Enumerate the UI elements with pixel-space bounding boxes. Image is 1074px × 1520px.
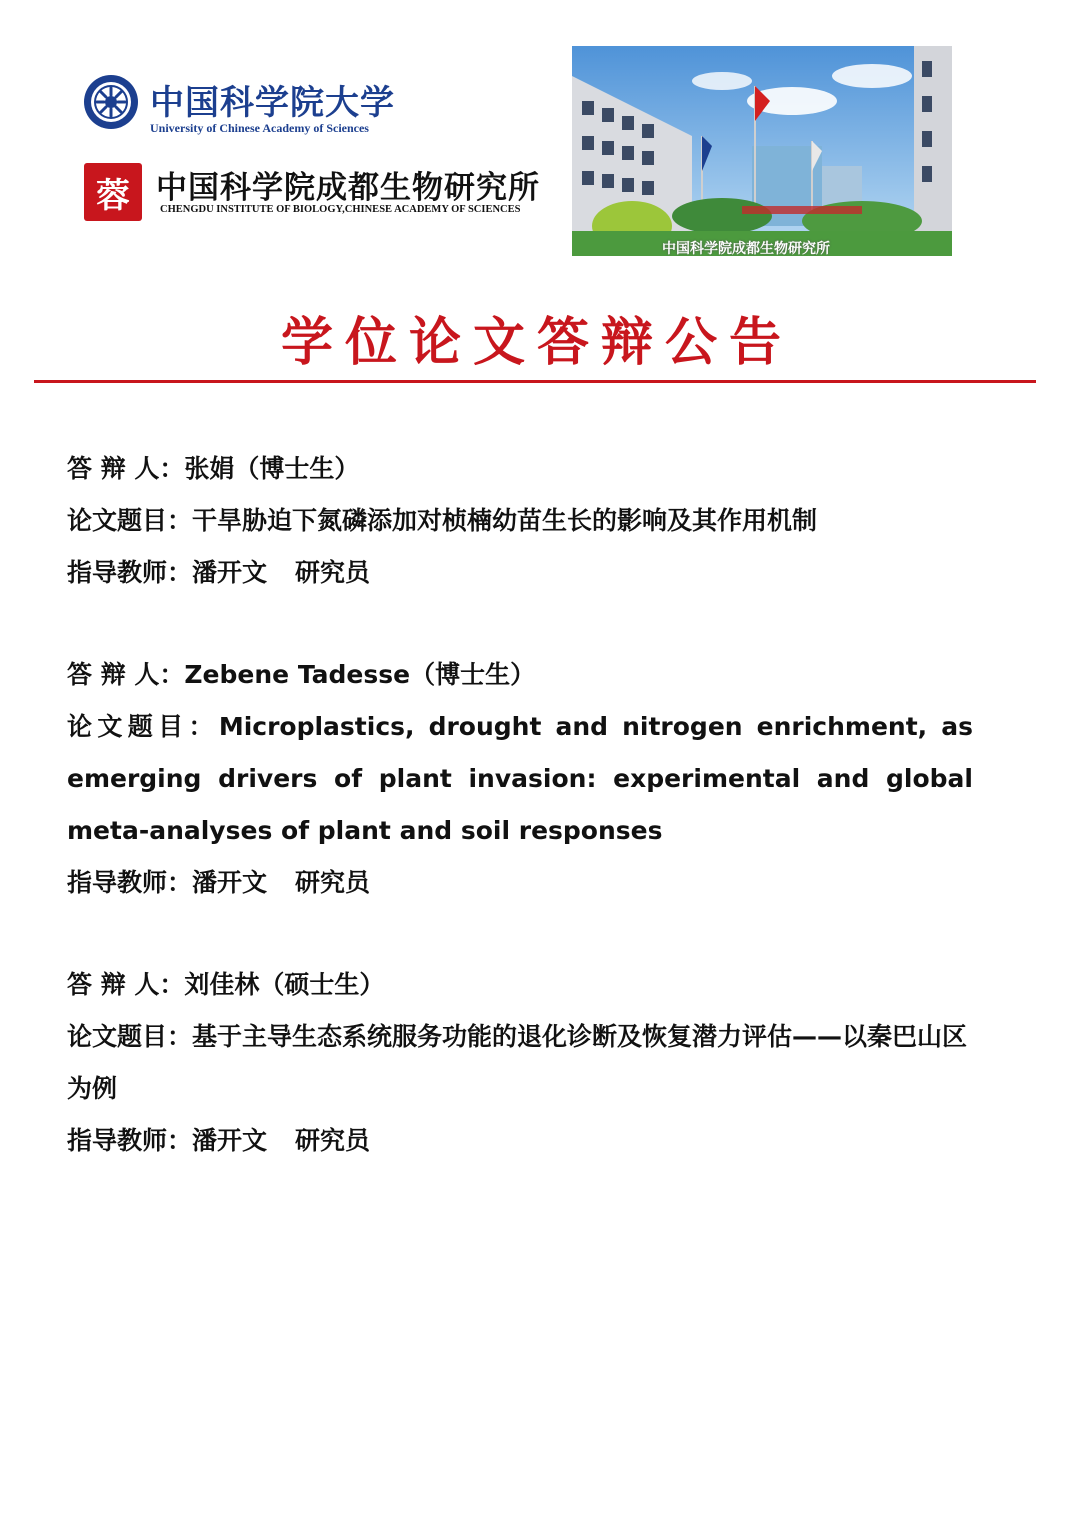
defender-label: 答 辩 人： [67, 660, 185, 689]
advisor-line [67, 857, 973, 909]
advisor-title: 研究员 [295, 558, 371, 587]
advisor-label: 指导教师： [67, 558, 193, 587]
defense-entry-2 [67, 649, 973, 909]
photo-caption: 中国科学院成都生物研究所 [662, 241, 830, 256]
defender-line [67, 649, 973, 701]
defender-line [67, 443, 973, 495]
page-title: 学位论文答辩公告 [280, 312, 793, 373]
advisor-title: 研究员 [295, 868, 371, 897]
cib-name-en: CHENGDU INSTITUTE OF BIOLOGY,CHINESE ACADEMY OF SCIENCES [160, 204, 521, 215]
thesis-label: 论文题目： [67, 712, 219, 741]
thesis-title: 基于主导生态系统服务功能的退化诊断及恢复潜力评估——以秦巴山区为例 [67, 1022, 968, 1103]
defender-name: 刘佳林（硕士生） [184, 970, 385, 999]
cib-logo [84, 160, 544, 224]
advisor-title: 研究员 [295, 1126, 371, 1155]
cib-name-cn: 中国科学院成都生物研究所 [156, 170, 540, 206]
ucas-name-cn: 中国科学院大学 [150, 83, 395, 123]
thesis-title: Microplastics, drought and nitrogen enrichment, as emerging drivers of plant invasion: experimental and global meta-analyses of plant and soil responses [67, 712, 973, 845]
ucas-emblem-icon [82, 73, 140, 131]
advisor-name: 潘开文 [192, 558, 268, 587]
defender-label: 答 辩 人： [67, 970, 185, 999]
advisor-label: 指导教师： [67, 868, 193, 897]
cib-seal-icon: 蓉 [84, 163, 142, 221]
thesis-label: 论文题目： [67, 506, 193, 535]
ucas-name-en: University of Chinese Academy of Sciences [150, 121, 369, 135]
advisor-name: 潘开文 [192, 1126, 268, 1155]
thesis-line [67, 495, 973, 547]
title-divider [34, 380, 1036, 383]
campus-photo [572, 46, 952, 256]
thesis-line [67, 1011, 973, 1115]
defender-line [67, 959, 973, 1011]
advisor-line [67, 1115, 973, 1167]
ucas-logo [82, 73, 395, 137]
defender-label: 答 辩 人： [67, 454, 185, 483]
defender-name: Zebene Tadesse（博士生） [184, 660, 536, 689]
defense-entry-3 [67, 959, 973, 1167]
advisor-label: 指导教师： [67, 1126, 193, 1155]
advisor-line [67, 547, 973, 599]
defense-entry-1 [67, 443, 973, 599]
defender-name: 张娟（博士生） [184, 454, 360, 483]
thesis-title: 干旱胁迫下氮磷添加对桢楠幼苗生长的影响及其作用机制 [192, 506, 818, 535]
advisor-name: 潘开文 [192, 868, 268, 897]
thesis-line [67, 701, 973, 857]
thesis-label: 论文题目： [67, 1022, 193, 1051]
